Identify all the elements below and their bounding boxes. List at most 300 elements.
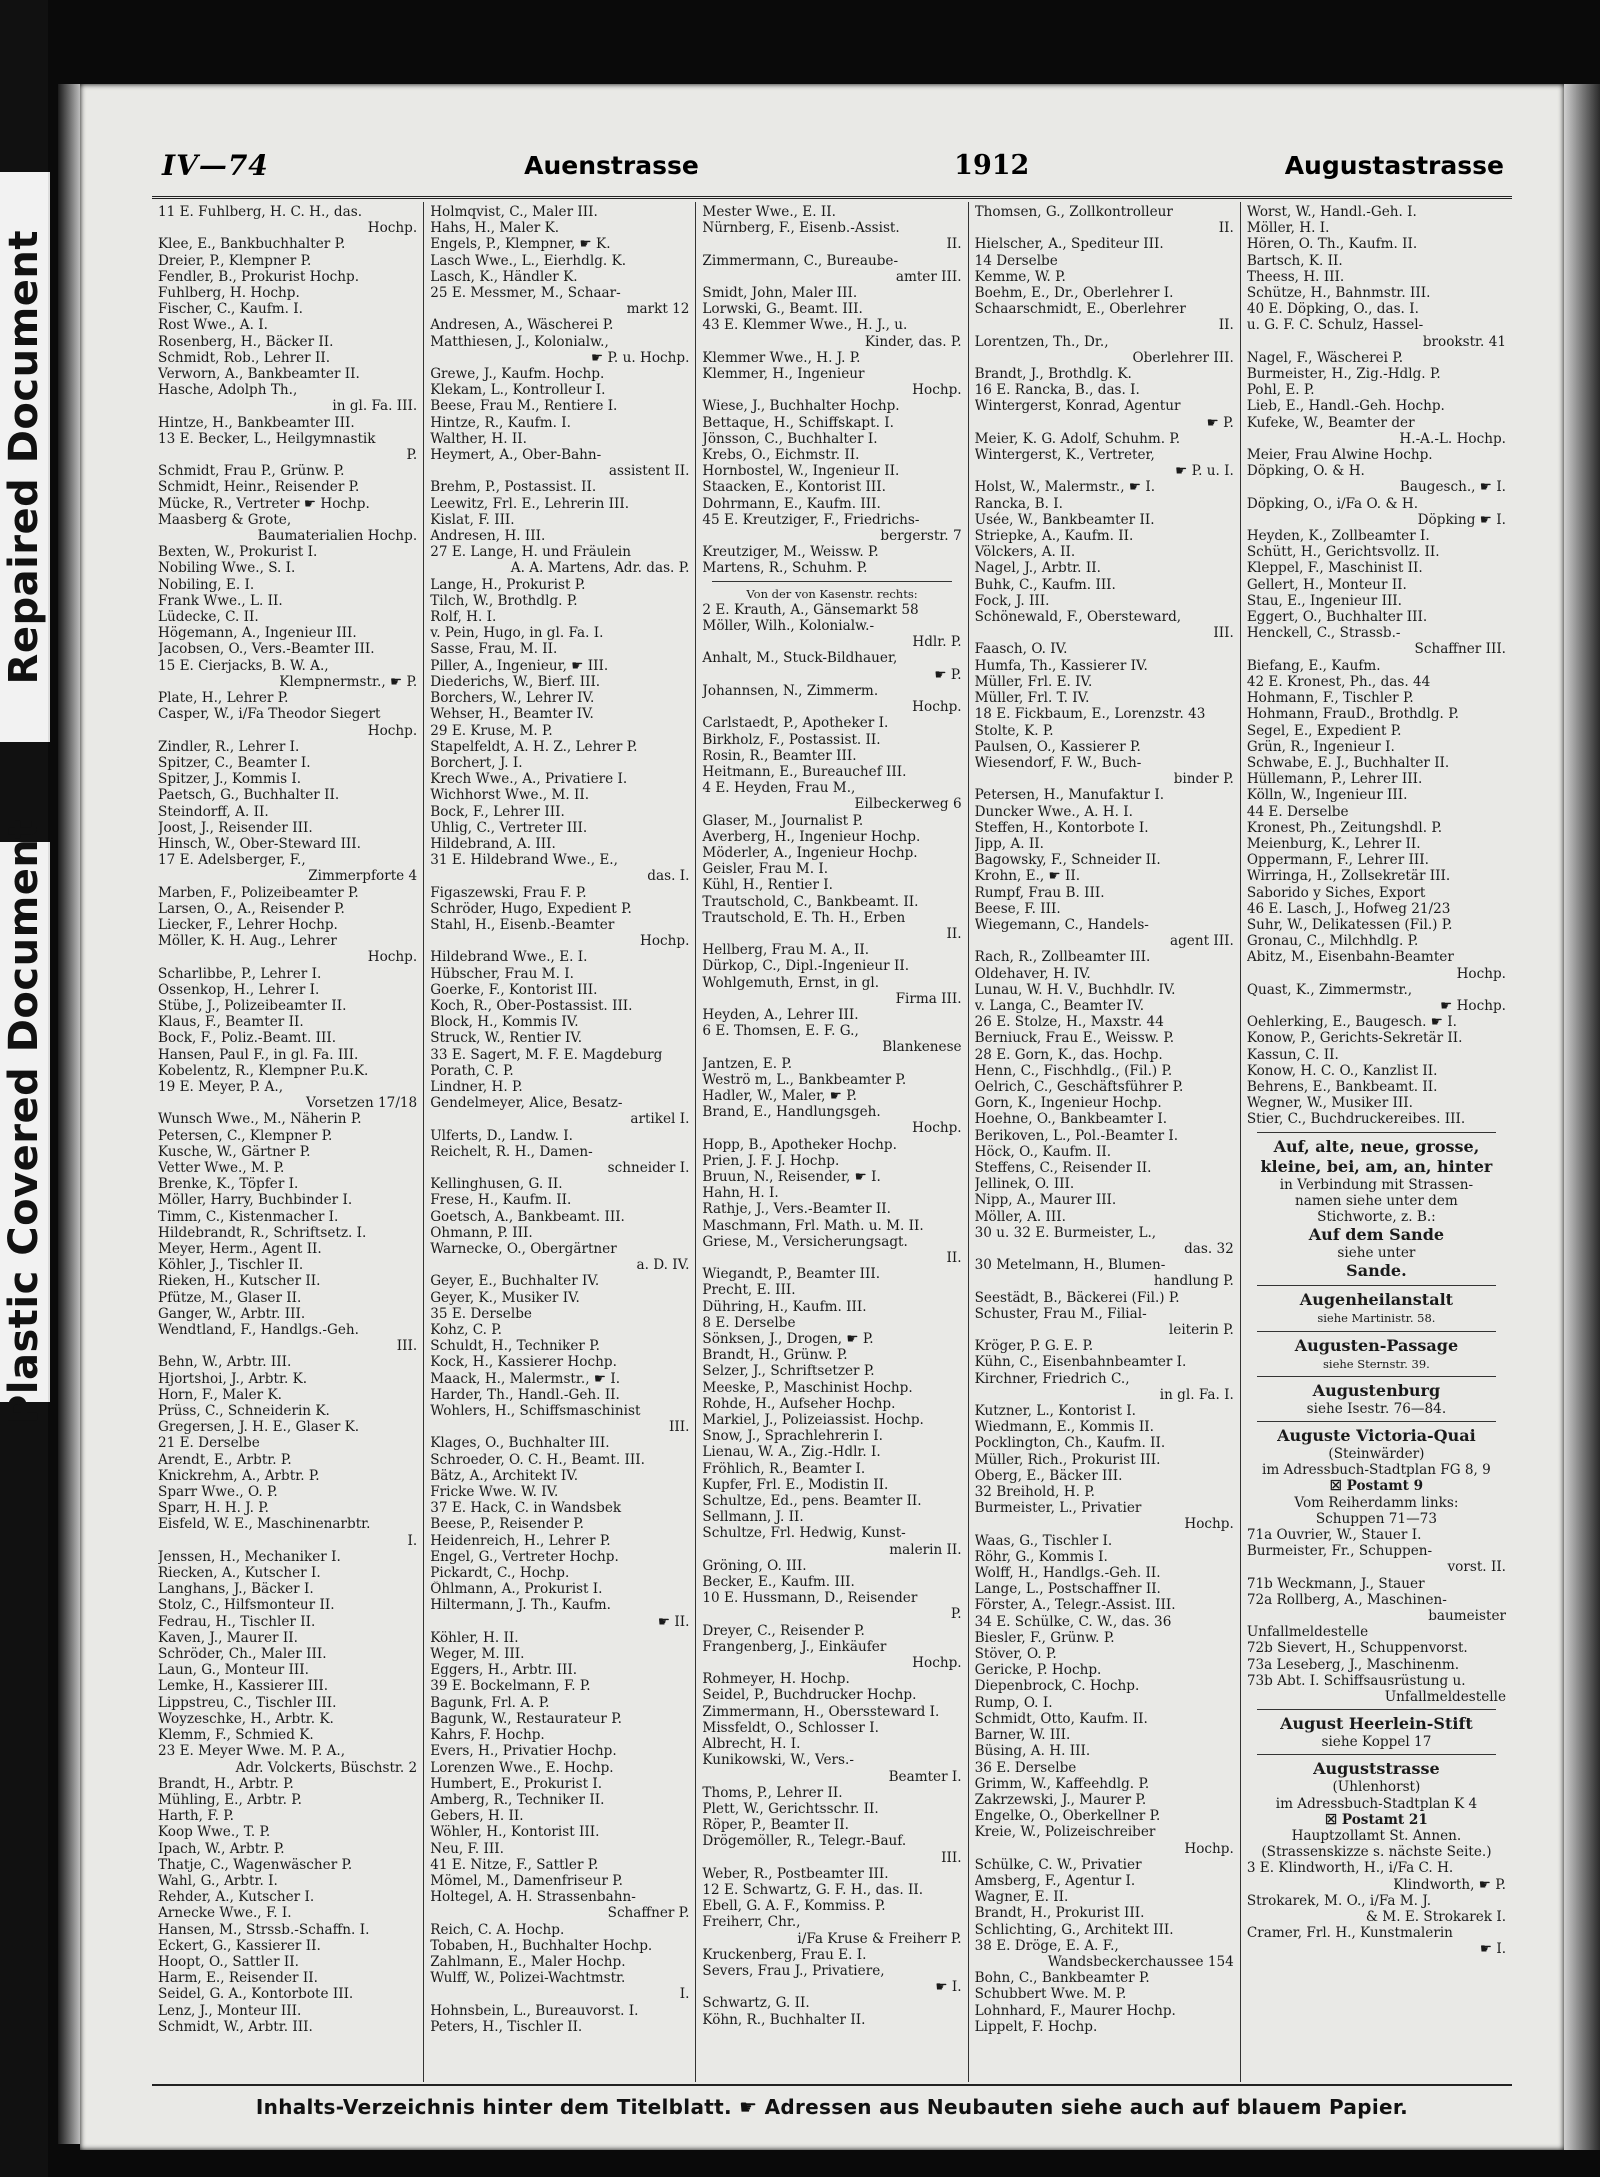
directory-entry-line: Kruckenberg, Frau E. I.	[702, 1946, 867, 1963]
directory-entry-line: Gendelmeyer, Alice, Besatz-	[430, 1095, 623, 1112]
directory-entry-line: (Strassenskizze s. nächste Seite.)	[1261, 1844, 1492, 1861]
directory-entry-line: P.	[406, 447, 418, 464]
directory-entry-line: in gl. Fa. III.	[332, 398, 418, 415]
directory-entry-line: Wegner, W., Musiker III.	[1246, 1095, 1413, 1112]
directory-entry-line: Holmqvist, C., Maler III.	[430, 204, 598, 220]
directory-entry-line: Staacken, E., Kontorist III.	[702, 479, 886, 496]
directory-entry-line: Peters, H., Tischler II.	[430, 2018, 583, 2035]
directory-entry-line: Stolz, C., Hilfsmonteur II.	[158, 1597, 335, 1614]
directory-entry-line: Unfallmeldestelle	[1384, 1689, 1507, 1706]
directory-entry-line: Kupfer, Frl. E., Modistin II.	[702, 1476, 889, 1493]
directory-entry-line: Rohde, H., Aufseher Hochp.	[702, 1395, 896, 1412]
directory-entry-line: Jipp, A. II.	[974, 835, 1044, 852]
directory-entry-line: Hansen, M., Strssb.-Schaffn. I.	[158, 1921, 370, 1938]
directory-entry-line: Amsberg, F., Agentur I.	[974, 1872, 1136, 1889]
directory-entry-line: Arnecke Wwe., F. I.	[158, 1905, 292, 1922]
directory-entry-line: Bettaque, H., Schiffskapt. I.	[702, 414, 894, 431]
directory-entry-line: Möller, Harry, Buchbinder I.	[158, 1192, 353, 1209]
directory-entry-line: 4 E. Heyden, Frau M.,	[702, 780, 856, 797]
directory-entry-line: 3 E. Klindworth, H., i/Fa C. H.	[1246, 1860, 1454, 1877]
section-divider	[712, 581, 951, 582]
directory-entry-line: 16 E. Rancka, B., das. I.	[974, 382, 1140, 399]
directory-entry-line: Kreutziger, M., Weissw. P.	[702, 544, 879, 561]
directory-entry-line: Waas, G., Tischler I.	[974, 1532, 1113, 1549]
directory-entry-line: Evers, H., Privatier Hochp.	[430, 1743, 617, 1760]
directory-entry-line: Jacobsen, O., Vers.-Beamter III.	[158, 641, 375, 658]
directory-entry-line: Lasch, K., Händler K.	[430, 268, 578, 285]
directory-entry-line: Lunau, W. H. V., Buchhdlr. IV.	[974, 981, 1176, 998]
directory-entry-line: Tobaben, H., Buchhalter Hochp.	[430, 1937, 653, 1954]
section-divider	[1257, 1754, 1496, 1755]
directory-entry-line: Rancka, B. I.	[974, 495, 1063, 512]
directory-entry-line: Blankenese	[882, 1039, 962, 1056]
directory-entry-line: Hohnsbein, L., Bureauvorst. I.	[430, 2002, 639, 2019]
directory-entry-line: 32 Breihold, H. P.	[974, 1484, 1095, 1501]
directory-entry-line: markt 12	[626, 301, 690, 318]
directory-entry-line: Rach, R., Zollbeamter III.	[974, 949, 1151, 966]
directory-entry-line: Gröning, O. III.	[702, 1557, 807, 1574]
directory-entry-line: Kufeke, W., Beamter der	[1246, 414, 1415, 431]
directory-entry-line: Geyer, E., Buchhalter IV.	[430, 1273, 600, 1290]
directory-entry-line: Wiegemann, C., Handels-	[974, 916, 1149, 933]
directory-entry-line: vorst. II.	[1447, 1559, 1507, 1576]
directory-entry-line: Frese, H., Kaufm. II.	[430, 1192, 572, 1209]
directory-entry-line: Pickardt, C., Hochp.	[430, 1565, 570, 1582]
directory-entry-line: Klemmer, H., Ingenieur	[702, 366, 865, 383]
directory-entry-line: Adr. Volckerts, Büschstr. 2	[235, 1759, 418, 1776]
directory-entry-line: Kinder, das. P.	[864, 333, 962, 350]
directory-entry-line: Hochp.	[367, 722, 418, 739]
directory-entry-line: Nobiling, E. I.	[158, 576, 255, 593]
directory-entry-line: Schröder, Ch., Maler III.	[158, 1646, 327, 1663]
directory-entry-line: Seidel, P., Buchdrucker Hochp.	[702, 1687, 917, 1704]
directory-entry-line: siehe Koppel 17	[1321, 1734, 1432, 1751]
directory-entry-line: ☛ I.	[935, 1979, 962, 1996]
directory-columns	[152, 202, 1512, 2082]
directory-entry-line: 72b Sievert, H., Schuppenvorst.	[1246, 1640, 1468, 1657]
archive-labels	[0, 0, 48, 2177]
directory-entry-line: Usée, W., Bankbeamter II.	[974, 511, 1155, 528]
directory-entry-line: Klindworth, ☛ P.	[1393, 1876, 1507, 1893]
directory-entry-line: 39 E. Bockelmann, F. P.	[430, 1678, 591, 1695]
directory-entry-line: H.-A.-L. Hochp.	[1399, 430, 1507, 447]
directory-entry-line: artikel I.	[630, 1111, 690, 1128]
directory-entry-line: Freiherr, Chr.,	[702, 1914, 801, 1931]
directory-entry-line: Wandsbeckerchaussee 154	[1047, 1953, 1234, 1970]
directory-entry-line: 37 E. Hack, C. in Wandsbek	[430, 1500, 622, 1517]
directory-entry-line: Smidt, John, Maler III.	[702, 285, 858, 302]
directory-entry-line: Spitzer, J., Kommis I.	[158, 771, 302, 788]
directory-entry-line: Wichhorst Wwe., M. II.	[430, 787, 590, 804]
directory-entry-line: Hinsch, W., Ober-Steward III.	[158, 835, 361, 852]
directory-entry-line: Rumpf, Frau B. III.	[974, 884, 1105, 901]
directory-entry-line: Klee, E., Bankbuchhalter P.	[158, 236, 346, 253]
directory-entry-line: Lorentzen, Th., Dr.,	[974, 333, 1109, 350]
directory-entry-line: a. D. IV.	[636, 1257, 690, 1274]
directory-entry-line: handlung P.	[1153, 1273, 1234, 1290]
directory-entry-line: Schroeder, O. C. H., Beamt. III.	[430, 1451, 645, 1468]
section-divider	[1257, 1421, 1496, 1422]
directory-entry-line: Kirchner, Friedrich C.,	[974, 1370, 1130, 1387]
directory-entry-line: Hochp.	[912, 1655, 962, 1672]
directory-entry-line: im Adressbuch-Stadtplan K 4	[1275, 1795, 1478, 1812]
directory-entry-line: 71a Ouvrier, W., Stauer I.	[1246, 1527, 1422, 1544]
directory-entry-line: Gericke, P. Hochp.	[974, 1662, 1102, 1679]
directory-entry-line: Worst, W., Handl.-Geh. I.	[1246, 204, 1417, 220]
directory-entry-line: 43 E. Klemmer Wwe., H. J., u.	[702, 317, 908, 334]
street-right-heading: Augustastrasse	[1284, 150, 1504, 180]
directory-entry-line: Rathje, J., Vers.-Beamter II.	[702, 1201, 891, 1218]
directory-entry-line: Krech Wwe., A., Privatiere I.	[430, 771, 628, 788]
directory-entry-line: Baumaterialien Hochp.	[257, 528, 418, 545]
directory-entry-line: Brehm, P., Postassist. II.	[430, 479, 597, 496]
directory-entry-line: Geisler, Frau M. I.	[702, 861, 829, 878]
directory-entry-line: Prien, J. F. J. Hochp.	[702, 1152, 840, 1169]
directory-entry-line: Rost Wwe., A. I.	[158, 317, 268, 334]
directory-entry-line: Fuhlberg, H. Hochp.	[158, 285, 300, 302]
directory-entry-line: Schaffner III.	[1414, 641, 1507, 658]
directory-entry-line: Piller, A., Ingenieur, ☛ III.	[430, 657, 609, 674]
directory-entry-line: Humfa, Th., Kassierer IV.	[974, 657, 1148, 674]
directory-entry-line: Striepke, A., Kaufm. II.	[974, 528, 1134, 545]
directory-entry-line: Bartsch, K. II.	[1246, 252, 1343, 269]
directory-entry-line: Mücke, R., Vertreter ☛ Hochp.	[158, 495, 370, 512]
directory-entry-line: siehe Isestr. 76—84.	[1306, 1400, 1447, 1417]
directory-entry-line: kleine, bei, am, an, hinter	[1260, 1156, 1493, 1176]
directory-entry-line: Plett, W., Gerichtsschr. II.	[702, 1800, 879, 1817]
directory-entry-line: Hopp, B., Apotheker Hochp.	[702, 1136, 897, 1153]
directory-entry-line: Hochp.	[1184, 1840, 1234, 1857]
directory-entry-line: Hdlr. P.	[912, 634, 962, 651]
directory-entry-line: Pohl, E. P.	[1246, 382, 1315, 399]
directory-page	[80, 84, 1564, 2150]
directory-entry-line: Stübe, J., Polizeibeamter II.	[158, 997, 347, 1014]
directory-entry-line: Birkholz, F., Postassist. II.	[702, 731, 881, 748]
directory-entry-line: Heidenreich, H., Lehrer P.	[430, 1532, 611, 1549]
directory-entry-line: 8 E. Derselbe	[702, 1314, 796, 1331]
directory-entry-line: Gebers, H. II.	[430, 1808, 524, 1825]
repaired-document-label: Repaired Document	[0, 172, 50, 742]
directory-entry-line: Bohn, C., Bankbeamter P.	[974, 1970, 1150, 1987]
directory-entry-line: Unfallmeldestelle	[1246, 1624, 1369, 1641]
directory-entry-line: Trautschold, C., Bankbeamt. II.	[702, 893, 919, 910]
directory-entry-line: Beese, Frau M., Rentiere I.	[430, 398, 618, 415]
directory-entry-line: Walther, H. II.	[430, 430, 527, 447]
directory-entry-line: Fricke Wwe. W. IV.	[430, 1484, 559, 1501]
directory-entry-line: Lasch Wwe., L., Eierhdlg. K.	[430, 252, 627, 269]
directory-entry-line: Auguststrasse	[1313, 1759, 1440, 1779]
directory-entry-line: A. A. Martens, Adr. das. P.	[510, 560, 690, 577]
directory-entry-line: Thatje, C., Wagenwäscher P.	[158, 1856, 353, 1873]
directory-entry-line: Abitz, M., Eisenbahn-Beamter	[1246, 949, 1454, 966]
directory-entry-line: Bätz, A., Architekt IV.	[430, 1467, 579, 1484]
directory-entry-line: Oberlehrer III.	[1132, 349, 1234, 366]
directory-entry-line: Brandt, H., Prokurist III.	[974, 1905, 1145, 1922]
directory-entry-line: Lindner, H. P.	[430, 1078, 523, 1095]
directory-entry-line: Segel, E., Expedient P.	[1246, 722, 1402, 739]
directory-entry-line: Klages, O., Buchhalter III.	[430, 1435, 610, 1452]
directory-entry-line: Andresen, A., Wäscherei P.	[430, 317, 614, 334]
directory-entry-line: Schuldt, H., Techniker P.	[430, 1338, 600, 1355]
directory-entry-line: Biefang, E., Kaufm.	[1246, 657, 1381, 674]
directory-entry-line: Glaser, M., Journalist P.	[702, 812, 864, 829]
directory-entry-line: Schaarschmidt, E., Oberlehrer	[974, 301, 1186, 318]
directory-entry-line: Kölln, W., Ingenieur III.	[1246, 787, 1408, 804]
directory-entry-line: Behrens, E., Bankbeamt. II.	[1246, 1078, 1438, 1095]
page-number: IV—74	[162, 148, 269, 182]
directory-entry-line: Ossenkop, H., Lehrer I.	[158, 981, 320, 998]
directory-entry-line: v. Pein, Hugo, in gl. Fa. I.	[430, 625, 604, 642]
directory-entry-line: Stapelfeldt, A. H. Z., Lehrer P.	[430, 738, 638, 755]
directory-entry-line: Vom Reiherdamm links:	[1294, 1494, 1459, 1511]
directory-entry-line: Precht, E. III.	[702, 1282, 796, 1299]
directory-entry-line: Rehder, A., Kutscher I.	[158, 1889, 315, 1906]
directory-entry-line: I.	[679, 1986, 690, 2003]
directory-entry-line: siehe unter	[1337, 1245, 1416, 1262]
directory-entry-line: Berniuck, Frau E., Weissw. P.	[974, 1030, 1175, 1047]
directory-entry-line: Marben, F., Polizeibeamter P.	[158, 884, 359, 901]
directory-entry-line: siehe Martinistr. 58.	[1317, 1311, 1436, 1326]
directory-entry-line: Dürkop, C., Dipl.-Ingenieur II.	[702, 958, 910, 975]
directory-entry-line: Uhlig, C., Vertreter III.	[430, 819, 588, 836]
directory-entry-line: Hauptzollamt St. Annen.	[1291, 1828, 1462, 1845]
directory-column	[1240, 202, 1512, 2082]
directory-entry-line: Meier, K. G. Adolf, Schuhm. P.	[974, 430, 1181, 447]
directory-entry-line: Meienburg, K., Lehrer II.	[1246, 835, 1421, 852]
directory-entry-line: 45 E. Kreutziger, F., Friedrichs-	[702, 511, 920, 528]
directory-entry-line: Becker, E., Kaufm. III.	[702, 1574, 855, 1591]
directory-entry-line: Zahlmann, E., Maler Hochp.	[430, 1953, 626, 1970]
directory-entry-line: Schülke, C. W., Privatier	[974, 1856, 1142, 1873]
directory-entry-line: Behn, W., Arbtr. III.	[158, 1354, 292, 1371]
directory-entry-line: Thoms, P., Lehrer II.	[702, 1784, 843, 1801]
directory-entry-line: malerin II.	[889, 1541, 962, 1558]
directory-entry-line: Kronest, Ph., Zeitungshdl. P.	[1246, 819, 1443, 836]
directory-entry-line: Wagner, E. II.	[974, 1889, 1069, 1906]
directory-entry-line: 44 E. Derselbe	[1246, 803, 1349, 820]
directory-entry-line: Selzer, J., Schriftsetzer P.	[702, 1363, 875, 1380]
directory-entry-line: Hochp.	[367, 220, 418, 237]
directory-entry-line: Knickrehm, A., Arbtr. P.	[158, 1467, 320, 1484]
directory-entry-line: Lippstreu, C., Tischler III.	[158, 1694, 337, 1711]
directory-entry-line: Geyer, K., Musiker IV.	[430, 1289, 580, 1306]
directory-entry-line: Jenssen, H., Mechaniker I.	[158, 1548, 341, 1565]
directory-entry-line: ☛ P. u. I.	[1175, 463, 1234, 480]
directory-entry-line: Rieken, H., Kutscher II.	[158, 1273, 321, 1290]
directory-entry-line: Maack, H., Malermstr., ☛ I.	[430, 1370, 621, 1387]
directory-entry-line: Döpking, O. & H.	[1246, 463, 1365, 480]
directory-entry-line: Kaven, J., Maurer II.	[158, 1629, 298, 1646]
directory-entry-line: Seidel, G. A., Kontorbote III.	[158, 1986, 354, 2003]
directory-entry-line: amter III.	[895, 268, 962, 285]
directory-entry-line: Ganger, W., Arbtr. III.	[158, 1305, 306, 1322]
directory-entry-line: Lippelt, F. Hochp.	[974, 2018, 1098, 2035]
directory-entry-line: Goerke, F., Kontorist III.	[430, 981, 598, 998]
directory-entry-line: Wiese, J., Buchhalter Hochp.	[702, 398, 900, 415]
directory-entry-line: Grewe, J., Kaufm. Hochp.	[430, 366, 605, 383]
directory-entry-line: Steffen, H., Kontorbote I.	[974, 819, 1149, 836]
directory-entry-line: im Adressbuch-Stadtplan FG 8, 9	[1262, 1462, 1491, 1479]
directory-entry-line: Goetsch, A., Bankbeamt. III.	[430, 1208, 625, 1225]
directory-entry-line: Weströ m, L., Bankbeamter P.	[702, 1071, 907, 1088]
directory-entry-line: Hiltermann, J. Th., Kaufm.	[430, 1597, 611, 1614]
directory-entry-line: Schwabe, E. J., Buchhalter II.	[1246, 754, 1450, 771]
directory-entry-line: Heymert, A., Ober-Bahn-	[430, 447, 602, 464]
directory-entry-line: Riecken, A., Kutscher I.	[158, 1565, 321, 1582]
directory-entry-line: Kemme, W. P.	[974, 268, 1066, 285]
directory-entry-line: 31 E. Hildebrand Wwe., E.,	[430, 852, 618, 869]
directory-entry-line: Harder, Th., Handl.-Geh. II.	[430, 1386, 620, 1403]
directory-entry-line: Sönksen, J., Drogen, ☛ P.	[702, 1331, 874, 1348]
directory-entry-line: Auf, alte, neue, grosse,	[1273, 1136, 1480, 1156]
directory-entry-line: Harth, F. P.	[158, 1808, 234, 1825]
directory-entry-line: Schuster, Frau M., Filial-	[974, 1305, 1147, 1322]
directory-entry-line: Johannsen, N., Zimmerm.	[702, 682, 879, 699]
directory-entry-line: Möller, K. H. Aug., Lehrer	[158, 933, 337, 950]
directory-entry-line: 38 E. Dröge, E. A. F.,	[974, 1937, 1119, 1954]
directory-entry-line: Meeske, P., Maschinist Hochp.	[702, 1379, 913, 1396]
directory-entry-line: Kohz, C. P.	[430, 1322, 503, 1339]
directory-entry-line: Krohn, E., ☛ II.	[974, 868, 1081, 885]
directory-entry-line: Konow, H. C. O., Kanzlist II.	[1246, 1062, 1438, 1079]
directory-entry-line: Block, H., Kommis IV.	[430, 1014, 579, 1031]
directory-entry-line: Hochp.	[639, 933, 690, 950]
directory-entry-line: 26 E. Stolze, H., Maxstr. 44	[974, 1014, 1164, 1031]
directory-entry-line: Nagel, J., Arbtr. II.	[974, 560, 1101, 577]
directory-entry-line: Nobiling Wwe., S. I.	[158, 560, 296, 577]
directory-entry-line: Jantzen, E. P.	[702, 1055, 793, 1072]
directory-entry-line: Köhler, J., Tischler II.	[158, 1257, 304, 1274]
directory-entry-line: Lohnhard, F., Maurer Hochp.	[974, 2002, 1176, 2019]
directory-entry-line: Albrecht, H. I.	[702, 1736, 801, 1753]
directory-entry-line: Hansen, Paul F., in gl. Fa. III.	[158, 1046, 359, 1063]
directory-entry-line: Cramer, Frl. H., Kunstmalerin	[1246, 1925, 1453, 1942]
directory-entry-line: Lorwski, G., Beamt. III.	[702, 301, 863, 318]
directory-entry-line: 14 Derselbe	[974, 252, 1058, 269]
directory-entry-line: Fedrau, H., Tischler II.	[158, 1613, 316, 1630]
directory-entry-line: Lorenzen Wwe., E. Hochp.	[430, 1759, 614, 1776]
directory-entry-line: Grimm, W., Kaffeehdlg. P.	[974, 1775, 1150, 1792]
directory-entry-line: ☒ Postamt 9	[1329, 1478, 1424, 1495]
directory-entry-line: Woyzeschke, H., Arbtr. K.	[158, 1710, 334, 1727]
directory-entry-line: 17 E. Adelsberger, F.,	[158, 852, 306, 869]
section-divider	[1257, 1285, 1496, 1286]
directory-entry-line: Hellberg, Frau M. A., II.	[702, 942, 870, 959]
directory-entry-line: Schultze, Frl. Hedwig, Kunst-	[702, 1525, 906, 1542]
directory-entry-line: 23 E. Meyer Wwe. M. P. A.,	[158, 1743, 346, 1760]
directory-entry-line: Hochp.	[367, 949, 418, 966]
directory-entry-line: Rohmeyer, H. Hochp.	[702, 1671, 850, 1688]
directory-entry-line: Beese, P., Reisender P.	[430, 1516, 584, 1533]
directory-entry-line: das. 32	[1184, 1241, 1234, 1257]
directory-entry-line: Boehm, E., Dr., Oberlehrer I.	[974, 285, 1174, 302]
directory-entry-line: 36 E. Derselbe	[974, 1759, 1077, 1776]
directory-entry-line: Prüss, C., Schneiderin K.	[158, 1403, 330, 1420]
directory-entry-line: 6 E. Thomsen, E. F. G.,	[702, 1023, 859, 1040]
directory-entry-line: II.	[946, 925, 962, 942]
directory-entry-line: Laun, G., Monteur III.	[158, 1662, 309, 1679]
directory-entry-line: Gellert, H., Monteur II.	[1246, 576, 1407, 593]
directory-entry-line: Snow, J., Sprachlehrerin I.	[702, 1428, 883, 1445]
directory-entry-line: Burmeister, Fr., Schuppen-	[1246, 1543, 1433, 1560]
directory-entry-line: Auguste Victoria-Quai	[1277, 1426, 1476, 1445]
directory-entry-line: Köhn, R., Buchhalter II.	[702, 2011, 866, 2028]
page-footer: Inhalts-Verzeichnis hinter dem Titelblatt. ☛ Adressen aus Neubauten siehe auch auf blauem Papier.	[255, 2095, 1409, 2119]
directory-entry-line: 71b Weckmann, J., Stauer	[1246, 1575, 1425, 1592]
directory-entry-line: Eggert, O., Buchhalter III.	[1246, 609, 1428, 626]
directory-entry-line: Borchers, W., Lehrer IV.	[430, 690, 595, 707]
directory-entry-line: Bruun, N., Reisender, ☛ I.	[702, 1168, 881, 1185]
directory-column	[968, 202, 1240, 2082]
directory-entry-line: 25 E. Messmer, M., Schaar-	[430, 285, 621, 302]
directory-entry-line: Kleppel, F., Maschinist II.	[1246, 560, 1423, 577]
directory-entry-line: Kock, H., Kassierer Hochp.	[430, 1354, 617, 1371]
directory-entry-line: Hahs, H., Maler K.	[430, 220, 560, 237]
directory-entry-line: Borchert, J. I.	[430, 754, 523, 771]
directory-entry-line: Warnecke, O., Obergärtner	[430, 1241, 617, 1257]
directory-entry-line: Lenz, J., Monteur III.	[158, 2002, 302, 2019]
directory-entry-line: 35 E. Derselbe	[430, 1305, 532, 1322]
directory-entry-line: binder P.	[1173, 771, 1234, 788]
directory-entry-line: Frangenberg, J., Einkäufer	[702, 1638, 887, 1655]
directory-entry-line: Lange, H., Prokurist P.	[430, 576, 586, 593]
directory-entry-line: 34 E. Schülke, C. W., das. 36	[974, 1613, 1172, 1630]
directory-entry-line: Trautschold, E. Th. H., Erben	[702, 909, 906, 926]
directory-entry-line: Eisfeld, W. E., Maschinenarbtr.	[158, 1516, 371, 1533]
directory-entry-line: Gorn, K., Ingenieur Hochp.	[974, 1095, 1162, 1112]
directory-entry-line: in gl. Fa. I.	[1159, 1386, 1234, 1403]
directory-entry-line: Duncker Wwe., A. H. I.	[974, 803, 1133, 820]
directory-entry-line: Buhk, C., Kaufm. III.	[974, 576, 1116, 593]
directory-entry-line: Schultze, Ed., pens. Beamter II.	[702, 1493, 922, 1510]
directory-entry-line: Brenke, K., Töpfer I.	[158, 1176, 299, 1193]
directory-entry-line: 18 E. Fickbaum, E., Lorenzstr. 43	[974, 706, 1206, 723]
directory-entry-line: Büsing, A. H. III.	[974, 1743, 1091, 1760]
directory-entry-line: Hübscher, Frau M. I.	[430, 965, 574, 982]
directory-entry-line: & M. E. Strokarek I.	[1365, 1909, 1507, 1926]
footer-rule	[152, 2084, 1512, 2086]
directory-entry-line: 11 E. Fuhlberg, H. C. H., das.	[158, 204, 363, 220]
directory-entry-line: Harm, E., Reisender II.	[158, 1970, 318, 1987]
directory-entry-line: III.	[1213, 625, 1234, 642]
directory-entry-line: Augustenburg	[1312, 1380, 1441, 1400]
book-spine	[58, 84, 80, 2144]
directory-entry-line: Struck, W., Rentier IV.	[430, 1030, 583, 1047]
directory-entry-line: Augenheilanstalt	[1299, 1290, 1454, 1310]
directory-entry-line: August Heerlein-Stift	[1280, 1714, 1473, 1734]
directory-entry-line: Zindler, R., Lehrer I.	[158, 738, 300, 755]
directory-entry-line: Lange, L., Postschaffner II.	[974, 1581, 1161, 1598]
directory-entry-line: Bagowsky, F., Schneider II.	[974, 852, 1161, 869]
directory-entry-line: (Steinwärder)	[1328, 1446, 1425, 1462]
directory-entry-line: 33 E. Sagert, M. F. E. Magdeburg	[430, 1046, 663, 1063]
directory-entry-line: Stau, E., Ingenieur III.	[1246, 592, 1402, 609]
directory-entry-line: Wintergerst, K., Vertreter,	[974, 447, 1155, 464]
directory-entry-line: Kahrs, F. Hochp.	[430, 1727, 545, 1744]
directory-entry-line: ☛ I.	[1479, 1941, 1507, 1958]
directory-entry-line: Hochp.	[912, 1120, 962, 1137]
directory-entry-line: Rolf, H. I.	[430, 609, 497, 626]
directory-entry-line: Firma III.	[895, 990, 962, 1007]
directory-entry-line: Henckell, C., Strassb.-	[1246, 625, 1401, 642]
directory-entry-line: Markiel, J., Polizeiassist. Hochp.	[702, 1412, 924, 1429]
directory-entry-line: Beamter I.	[888, 1768, 962, 1785]
directory-entry-line: Carlstaedt, P., Apotheker I.	[702, 715, 889, 732]
directory-entry-line: Diederichs, W., Bierf. III.	[430, 673, 601, 690]
directory-entry-line: Augusten-Passage	[1294, 1335, 1459, 1355]
directory-entry-line: Fendler, B., Prokurist Hochp.	[158, 268, 360, 285]
directory-entry-line: Fischer, C., Kaufm. I.	[158, 301, 303, 318]
